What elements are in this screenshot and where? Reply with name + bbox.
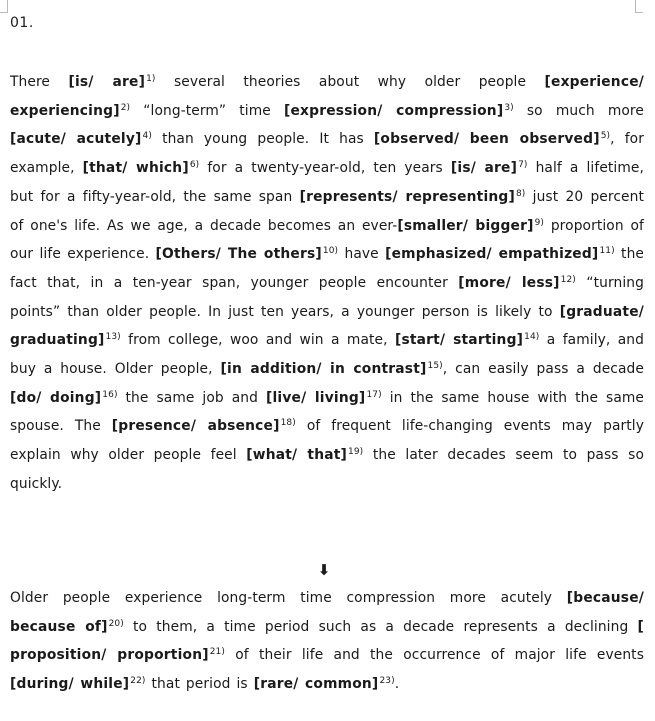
blank-number: 17)	[366, 389, 382, 400]
answer-choice: [in addition/ in contrast]	[220, 361, 427, 378]
blank-number: 12)	[560, 274, 576, 285]
answer-choice: [that/ which]	[82, 160, 189, 177]
answer-choice: [live/ living]	[266, 389, 366, 406]
text-run: just 20 percent of one's life. As we age, a decade becomes an ever-	[10, 188, 644, 234]
blank-number: 16)	[102, 389, 118, 400]
blank-number: 5)	[600, 131, 611, 142]
text-run: several theories about why older people	[155, 74, 545, 90]
text-run: , for example,	[10, 131, 644, 177]
text-run: the fact that, in a ten-year span, younger people encounter	[10, 246, 644, 291]
blank-number: 7)	[518, 160, 528, 171]
text-run: half a lifetime, but for a fifty-year-old, the same span	[10, 160, 644, 205]
answer-choice: [acute/ acutely]	[10, 131, 142, 148]
blank-number: 1)	[146, 74, 156, 84]
blank-number: 6)	[189, 160, 200, 171]
answer-choice: [is/ are]	[68, 74, 146, 90]
answer-choice: [is/ are]	[450, 160, 518, 177]
answer-choice: [what/ that]	[246, 447, 348, 464]
blank-number: 11)	[599, 246, 615, 257]
text-run: the later decades seem to pass so quickly.	[10, 447, 644, 492]
text-run: to them, a time period such as a decade represents a declining	[123, 618, 638, 635]
blank-number: 20)	[108, 618, 124, 629]
text-run: of frequent life-changing events may partly explain why older people feel	[10, 418, 645, 464]
blank-number: 9)	[534, 217, 545, 228]
blank-number: 10)	[322, 246, 339, 257]
blank-number: 14)	[524, 332, 540, 343]
answer-choice: [ proposition/ proportion]	[10, 618, 644, 664]
text-run: Older people experience long-term time compression more acutely	[10, 590, 567, 606]
answer-choice: [rare/ common]	[253, 676, 379, 693]
blank-number: 13)	[105, 332, 121, 343]
question-number: 01.	[10, 15, 34, 31]
blank-number: 15)	[427, 361, 443, 372]
answer-choice: [do/ doing]	[10, 389, 102, 406]
answer-choice: [start/ starting]	[394, 332, 524, 349]
summary-paragraph	[10, 584, 644, 699]
text-run: .	[394, 676, 400, 693]
blank-number: 19)	[348, 447, 364, 458]
answer-choice: [observed/ been observed]	[373, 131, 600, 148]
blank-number: 23)	[379, 676, 395, 687]
text-run: proportion of our life experience.	[10, 217, 644, 263]
down-arrow-icon: ⬇	[317, 561, 331, 579]
blank-number: 8)	[515, 188, 526, 199]
text-run: that period is	[145, 676, 254, 693]
blank-number: 3)	[504, 102, 514, 113]
crop-mark-left	[0, 0, 8, 13]
text-run: of their life and the occurrence of major life events	[225, 647, 644, 664]
answer-choice: [experience/ experiencing]	[10, 74, 644, 119]
blank-number: 22)	[130, 676, 146, 687]
answer-choice: [because/ because of]	[10, 590, 644, 635]
text-run: so much more	[513, 102, 644, 119]
text-run: , can easily pass a decade	[442, 361, 644, 378]
text-run: a family, and buy a house. Older people,	[10, 332, 644, 378]
text-run: have	[338, 246, 386, 263]
answer-choice: [expression/ compression]	[283, 102, 504, 119]
text-run: for a twenty-year-old, ten years	[199, 160, 451, 177]
answer-choice: [during/ while]	[10, 676, 130, 693]
passage-paragraph	[10, 68, 644, 499]
text-run: than young people. It has	[151, 131, 374, 148]
blank-number: 4)	[142, 131, 152, 142]
text-run: There	[10, 74, 69, 90]
crop-mark-right	[635, 0, 643, 13]
answer-choice: [presence/ absence]	[111, 418, 280, 435]
answer-choice: [represents/ representing]	[299, 188, 515, 205]
answer-choice: [more/ less]	[458, 274, 560, 291]
text-run: from college, woo and win a mate,	[120, 332, 395, 349]
text-run: in the same house with the same spouse. The	[10, 389, 644, 435]
answer-choice: [smaller/ bigger]	[397, 217, 534, 234]
answer-choice: [emphasized/ empathized]	[385, 246, 599, 263]
blank-number: 18)	[280, 418, 296, 429]
text-run: the same job and	[117, 389, 266, 406]
text-run: “turning points” than older people. In just ten years, a younger person is likely to	[10, 274, 644, 320]
answer-choice: [graduate/ graduating]	[10, 303, 644, 349]
blank-number: 2)	[120, 102, 131, 113]
answer-choice: [Others/ The others]	[155, 246, 322, 263]
text-run: “long-term” time	[130, 102, 284, 119]
blank-number: 21)	[209, 647, 225, 658]
